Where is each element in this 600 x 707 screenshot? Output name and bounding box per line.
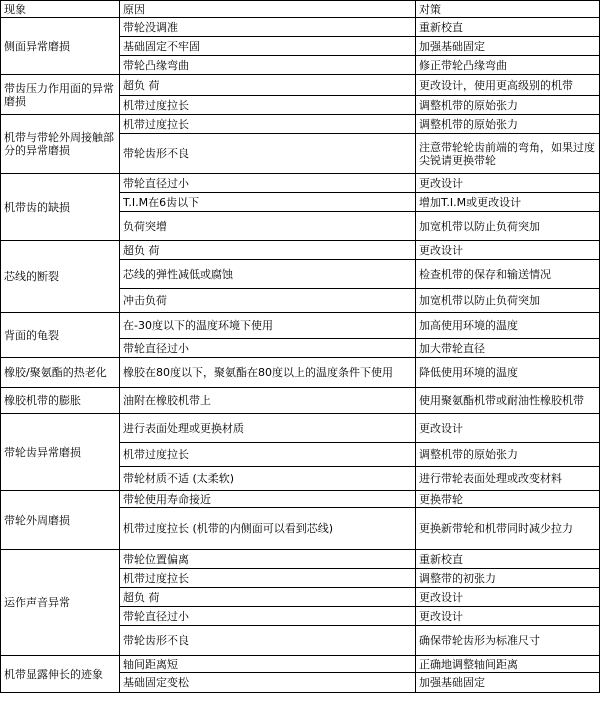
fix-cell: 使用聚氨酯机带或耐油性橡胶机带 [416,388,600,414]
cause-cell: T.I.M在6齿以下 [120,193,416,212]
cause-cell: 芯线的弹性减低或腐蚀 [120,260,416,289]
table-row [1,75,600,96]
fix-cell: 更改设计 [416,607,600,626]
table-row [1,18,600,37]
cause-cell: 带轮没调准 [120,18,416,37]
cause-cell: 带轮直径过小 [120,607,416,626]
cause-cell: 机带过度拉长 [120,569,416,588]
phenomenon-cell: 运作声音异常 [1,550,120,656]
cause-cell: 带轮齿形不良 [120,134,416,174]
fix-cell: 加大带轮直径 [416,339,600,358]
header-fix: 对策 [416,1,600,18]
fix-cell: 更换新带轮和机带同时减少拉力 [416,508,600,550]
phenomenon-cell: 橡胶/聚氨酯的热老化 [1,358,120,388]
cause-cell: 机带过度拉长 [120,443,416,467]
phenomenon-cell: 机带显露伸长的迹象 [1,656,120,693]
cause-cell: 油附在橡胶机带上 [120,388,416,414]
table-row [1,174,600,193]
cause-cell: 超负 荷 [120,241,416,260]
cause-cell: 带轮使用寿命接近 [120,491,416,508]
header-row [1,1,600,18]
table-row [1,414,600,443]
fix-cell: 确保带轮齿形为标准尺寸 [416,626,600,656]
fix-cell: 重新校直 [416,18,600,37]
table-row [1,358,600,388]
cause-cell: 轴间距离短 [120,656,416,673]
fix-cell: 加宽机带以防止负荷突加 [416,212,600,241]
phenomenon-cell: 机带齿的缺损 [1,174,120,241]
phenomenon-cell: 侧面异常磨损 [1,18,120,75]
fix-cell: 正确地调整轴间距离 [416,656,600,673]
fix-cell: 调整机带的原始张力 [416,115,600,134]
fix-cell: 增加T.I.M或更改设计 [416,193,600,212]
cause-cell: 基础固定不牢固 [120,37,416,56]
header-cause: 原因 [120,1,416,18]
cause-cell: 带轮直径过小 [120,174,416,193]
table-row [1,313,600,339]
fix-cell: 检查机带的保存和输送情况 [416,260,600,289]
fix-cell: 调整机带的原始张力 [416,443,600,467]
table-body [1,1,600,693]
cause-cell: 冲击负荷 [120,289,416,313]
table-row [1,115,600,134]
fix-cell: 更换带轮 [416,491,600,508]
fix-cell: 调整机带的原始张力 [416,96,600,115]
phenomenon-cell: 带齿压力作用面的异常磨损 [1,75,120,115]
phenomenon-cell: 机带与带轮外周接触部分的异常磨损 [1,115,120,174]
fix-cell: 更改设计 [416,174,600,193]
cause-cell: 机带过度拉长 (机带的内侧面可以看到芯线) [120,508,416,550]
cause-cell: 橡胶在80度以下，聚氨酯在80度以上的温度条件下使用 [120,358,416,388]
fix-cell: 降低使用环境的温度 [416,358,600,388]
fix-cell: 更改设计 [416,588,600,607]
fix-cell: 加强基础固定 [416,673,600,693]
cause-cell: 超负 荷 [120,588,416,607]
cause-cell: 进行表面处理或更换材质 [120,414,416,443]
phenomenon-cell: 带轮外周磨损 [1,491,120,550]
table-row [1,656,600,673]
fix-cell: 进行带轮表面处理或改变材料 [416,467,600,491]
cause-cell: 带轮材质不适 (太柔软) [120,467,416,491]
cause-cell: 超负 荷 [120,75,416,96]
fix-cell: 重新校直 [416,550,600,569]
cause-cell: 机带过度拉长 [120,96,416,115]
cause-cell: 基础固定变松 [120,673,416,693]
phenomenon-cell: 背面的龟裂 [1,313,120,358]
fix-cell: 更改设计 [416,241,600,260]
cause-cell: 在-30度以下的温度环境下使用 [120,313,416,339]
table-row [1,241,600,260]
cause-cell: 带轮位置偏离 [120,550,416,569]
fix-cell: 加强基础固定 [416,37,600,56]
fix-cell: 调整带的初张力 [416,569,600,588]
fix-cell: 更改设计 [416,414,600,443]
phenomenon-cell: 芯线的断裂 [1,241,120,313]
header-phenomenon: 现象 [1,1,120,18]
cause-cell: 机带过度拉长 [120,115,416,134]
cause-cell: 带轮齿形不良 [120,626,416,656]
phenomenon-cell: 橡胶机带的膨胀 [1,388,120,414]
table-row [1,491,600,508]
fix-cell: 加宽机带以防止负荷突加 [416,289,600,313]
fix-cell: 加高使用环境的温度 [416,313,600,339]
table-row [1,550,600,569]
cause-cell: 带轮凸缘弯曲 [120,56,416,75]
phenomenon-cell: 带轮齿异常磨损 [1,414,120,491]
cause-cell: 带轮直径过小 [120,339,416,358]
fix-cell: 更改设计，使用更高级别的机带 [416,75,600,96]
fix-cell: 修正带轮凸缘弯曲 [416,56,600,75]
cause-cell: 负荷突增 [120,212,416,241]
fix-cell: 注意带轮轮齿前端的弯角，如果过度尖锐请更换带轮 [416,134,600,174]
table-row [1,388,600,414]
